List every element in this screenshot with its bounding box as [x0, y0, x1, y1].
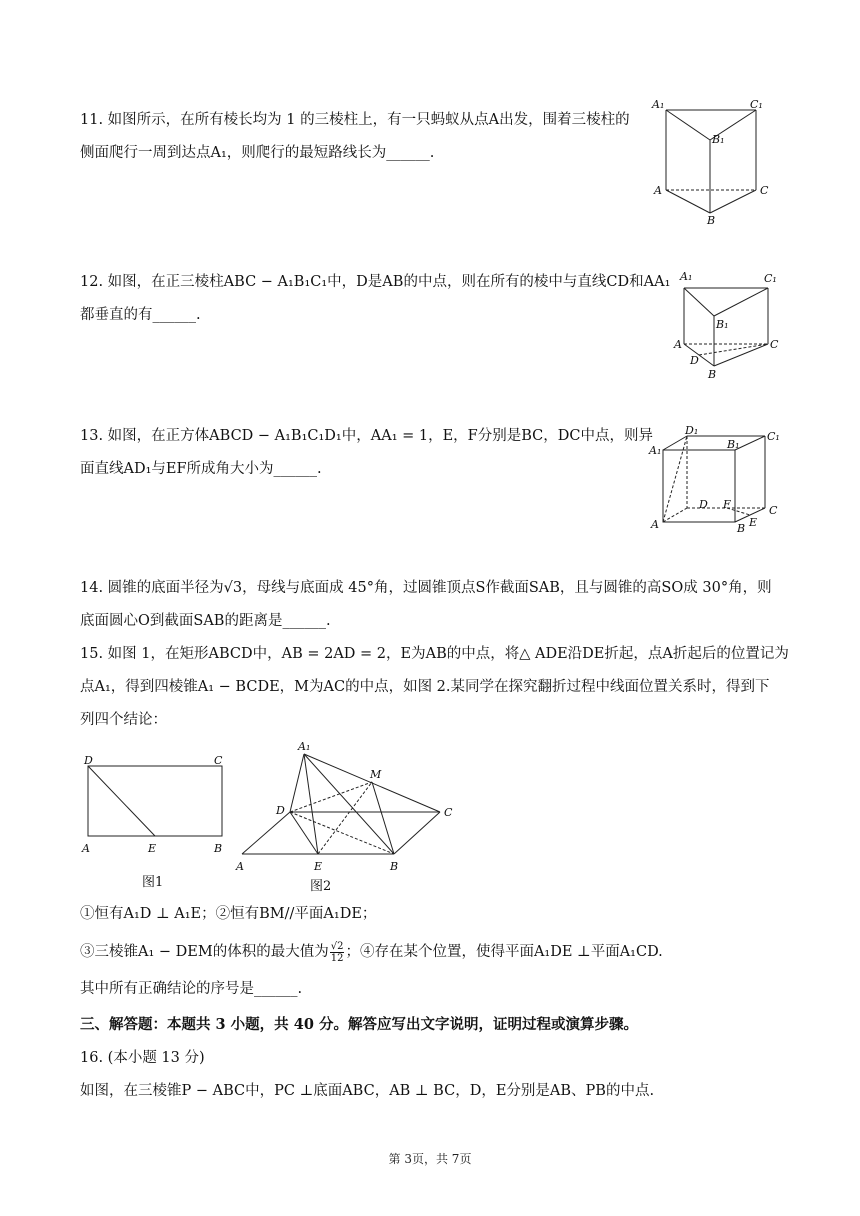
q15-line-3: 列四个结论：: [80, 712, 167, 728]
question-12: [80, 266, 670, 332]
q15-conclusions: [80, 898, 663, 1006]
label-A1: A₁: [649, 444, 662, 457]
label-B: B: [707, 214, 716, 227]
q15-figure-1: [78, 752, 238, 894]
label-C: C: [770, 338, 779, 351]
label-A: A: [674, 338, 682, 351]
q13-line-1: 13. 如图，在正方体ABCD − A₁B₁C₁D₁中，AA₁ = 1，E，F分别是BC，DC中点，则异: [80, 428, 653, 444]
label-D: D: [690, 354, 699, 367]
q15-conclusions-1-2: ①恒有A₁D ⊥ A₁E；②恒有BM//平面A₁DE；: [80, 906, 377, 922]
label-A1: A₁: [298, 740, 311, 753]
label-B: B: [214, 842, 223, 855]
label-A1: A₁: [652, 98, 665, 111]
label-C: C: [769, 504, 778, 517]
q15-line-2: 点A₁，得到四棱锥A₁ − BCDE，M为AC的中点，如图 2.某同学在探究翻折过程中线面位置关系时，得到下: [80, 679, 770, 695]
label-F: F: [723, 498, 731, 511]
question-16: [80, 1042, 654, 1108]
q11-line-2: 侧面爬行一周到达点A₁，则爬行的最短路线长为______.: [80, 145, 435, 161]
label-C: C: [760, 184, 769, 197]
question-13: [80, 420, 653, 486]
question-11: [80, 104, 630, 170]
label-B: B: [708, 368, 717, 381]
fraction-denominator: 12: [330, 952, 344, 964]
label-M: M: [370, 768, 382, 781]
label-C: C: [444, 806, 453, 819]
label-E: E: [314, 860, 323, 873]
label-E: E: [148, 842, 157, 855]
q15-c3-prefix: ③三棱锥A₁ − DEM的体积的最大值为: [80, 944, 329, 960]
fraction-numerator: √2: [330, 940, 344, 952]
label-A: A: [654, 184, 662, 197]
q15-line-1: 15. 如图 1，在矩形ABCD中，AB = 2AD = 2，E为AB的中点，将△ ADE沿DE折起，点A折起后的位置记为: [80, 646, 789, 662]
q15-fraction: [330, 941, 345, 964]
label-A: A: [236, 860, 244, 873]
label-B: B: [737, 522, 746, 535]
label-B: B: [390, 860, 399, 873]
q12-line-2: 都垂直的有______.: [80, 307, 201, 323]
label-D: D: [276, 804, 285, 817]
label-A: A: [651, 518, 659, 531]
label-B1: B₁: [712, 133, 725, 146]
q14-line-1: 14. 圆锥的底面半径为√3，母线与底面成 45°角，过圆锥顶点S作截面SAB，且与圆锥的高SO成 30°角，则: [80, 580, 772, 596]
q16-line-1: 如图，在三棱锥P − ABC中，PC ⊥底面ABC，AB ⊥ BC，D，E分别是AB、PB的中点.: [80, 1083, 655, 1099]
q14-line-2: 底面圆心O到截面SAB的距离是______.: [80, 613, 331, 629]
label-A: A: [82, 842, 90, 855]
fig1-caption: 图1: [142, 875, 164, 890]
q15-ask: 其中所有正确结论的序号是______.: [80, 981, 303, 997]
label-C: C: [214, 754, 223, 767]
page-footer: 第 3页，共 7页: [388, 1152, 472, 1166]
label-E: E: [749, 516, 758, 529]
label-D: D: [84, 754, 93, 767]
section-3-heading: [80, 1008, 638, 1041]
question-14: [80, 572, 772, 638]
q15-c4-text: ；④存在某个位置，使得平面A₁DE ⊥平面A₁CD.: [345, 944, 663, 960]
question-15: [80, 638, 789, 737]
fig2-caption: 图2: [310, 879, 332, 894]
label-D: D: [699, 498, 708, 511]
label-C1: C₁: [750, 98, 763, 111]
q11-line-1: 11. 如图所示，在所有棱长均为 1 的三棱柱上，有一只蚂蚁从点A出发，围着三棱柱的: [80, 112, 630, 128]
q12-line-1: 12. 如图，在正三棱柱ABC − A₁B₁C₁中，D是AB的中点，则在所有的棱中与直线CD和AA₁: [80, 274, 671, 290]
q11-prism-figure: [650, 98, 770, 228]
q15-conclusions-3-4: [80, 931, 663, 973]
label-B1: B₁: [727, 438, 740, 451]
label-A1: A₁: [680, 270, 693, 283]
q16-title: 16. (本小题 13 分): [80, 1050, 205, 1066]
label-C1: C₁: [764, 272, 777, 285]
label-B1: B₁: [716, 318, 729, 331]
q13-cube-figure: [645, 424, 785, 536]
q13-line-2: 面直线AD₁与EF所成角大小为______.: [80, 461, 322, 477]
label-C1: C₁: [767, 430, 780, 443]
q15-figure-2: [232, 738, 462, 894]
label-D1: D₁: [685, 424, 699, 437]
section-3-text: 三、解答题：本题共 3 小题，共 40 分。解答应写出文字说明，证明过程或演算步骤。: [80, 1016, 638, 1033]
q12-prism-figure: [672, 266, 787, 384]
